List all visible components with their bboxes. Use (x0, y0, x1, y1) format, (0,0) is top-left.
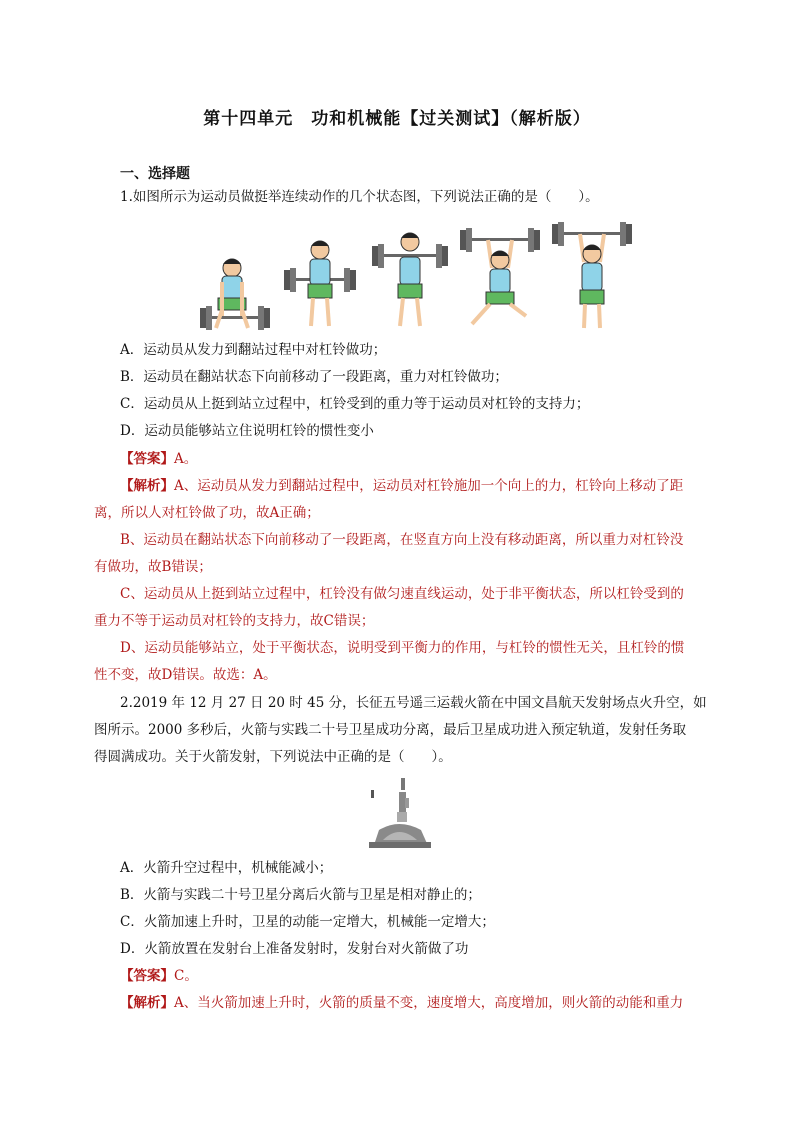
lifter-frame-3 (372, 233, 448, 326)
q1-analysis-line: B、运动员在翻站状态下向前移动了一段距离，在竖直方向上没有移动距离，所以重力对杠铃没 (120, 532, 684, 548)
q2-analysis-line (120, 993, 683, 1013)
analysis-text: A、运动员从发力到翻站过程中，运动员对杠铃施加一个向上的力，杠铃向上移动了距 (174, 478, 684, 494)
q2-stem-line: 图所示。2000 多秒后，火箭与实践二十号卫星成功分离，最后卫星成功进入预定轨道，发射任务取 (94, 722, 687, 738)
lifter-frame-2 (284, 241, 356, 326)
q2-answer (120, 966, 198, 986)
rocket-launch-image (369, 774, 431, 848)
answer-value: A。 (174, 451, 198, 467)
q1-analysis-line: 性不变，故D错误。故选：A。 (94, 667, 277, 683)
weightlifter-sequence-figure (192, 212, 638, 330)
lifter-frame-5 (552, 222, 632, 328)
q1-analysis-line: 有做功，故B错误； (94, 559, 212, 575)
q1-analysis-line: C、运动员从上挺到站立过程中，杠铃没有做匀速直线运动，处于非平衡状态，所以杠铃受到的 (120, 586, 684, 602)
section-heading: 一、选择题 (120, 166, 190, 182)
q2-option-d: D．火箭放置在发射台上准备发射时，发射台对火箭做了功 (120, 941, 469, 957)
answer-tag: 【答案】 (120, 968, 174, 984)
q1-analysis-line (120, 476, 683, 496)
q1-option-a: A．运动员从发力到翻站过程中对杠铃做功； (120, 342, 387, 358)
analysis-tag: 【解析】 (120, 995, 174, 1011)
q1-analysis-line: 重力不等于运动员对杠铃的支持力，故C错误； (94, 613, 375, 629)
q1-option-d: D．运动员能够站立住说明杠铃的惯性变小 (120, 423, 374, 439)
q2-stem-line: 得圆满成功。关于火箭发射，下列说法中正确的是（ ）。 (94, 749, 452, 765)
q2-stem-line: 2.2019 年 12 月 27 日 20 时 45 分，长征五号遥三运载火箭在中国文昌航天发射场点火升空，如 (120, 695, 707, 711)
lifter-frame-1 (200, 259, 270, 330)
lifter-frame-4 (460, 228, 540, 324)
q1-stem: 1.如图所示为运动员做挺举连续动作的几个状态图，下列说法正确的是（ ）。 (120, 189, 599, 205)
q1-option-c: C．运动员从上挺到站立过程中，杠铃受到的重力等于运动员对杠铃的支持力； (120, 396, 590, 412)
analysis-text: A、当火箭加速上升时，火箭的质量不变，速度增大，高度增加，则火箭的动能和重力 (174, 995, 684, 1011)
q1-answer (120, 449, 197, 469)
q1-option-b: B．运动员在翻站状态下向前移动了一段距离，重力对杠铃做功； (120, 369, 508, 385)
q1-analysis-line: 离，所以人对杠铃做了功，故A正确； (94, 505, 320, 521)
answer-tag: 【答案】 (120, 451, 174, 467)
q2-option-b: B．火箭与实践二十号卫星分离后火箭与卫星是相对静止的； (120, 887, 481, 903)
document-title: 第十四单元 功和机械能【过关测试】（解析版） (203, 109, 591, 129)
q2-option-a: A．火箭升空过程中，机械能减小； (120, 860, 333, 876)
analysis-tag: 【解析】 (120, 478, 174, 494)
answer-value: C。 (174, 968, 198, 984)
q2-option-c: C．火箭加速上升时，卫星的动能一定增大，机械能一定增大； (120, 914, 495, 930)
q1-analysis-line: D、运动员能够站立，处于平衡状态，说明受到平衡力的作用，与杠铃的惯性无关，且杠铃的惯 (120, 640, 685, 656)
